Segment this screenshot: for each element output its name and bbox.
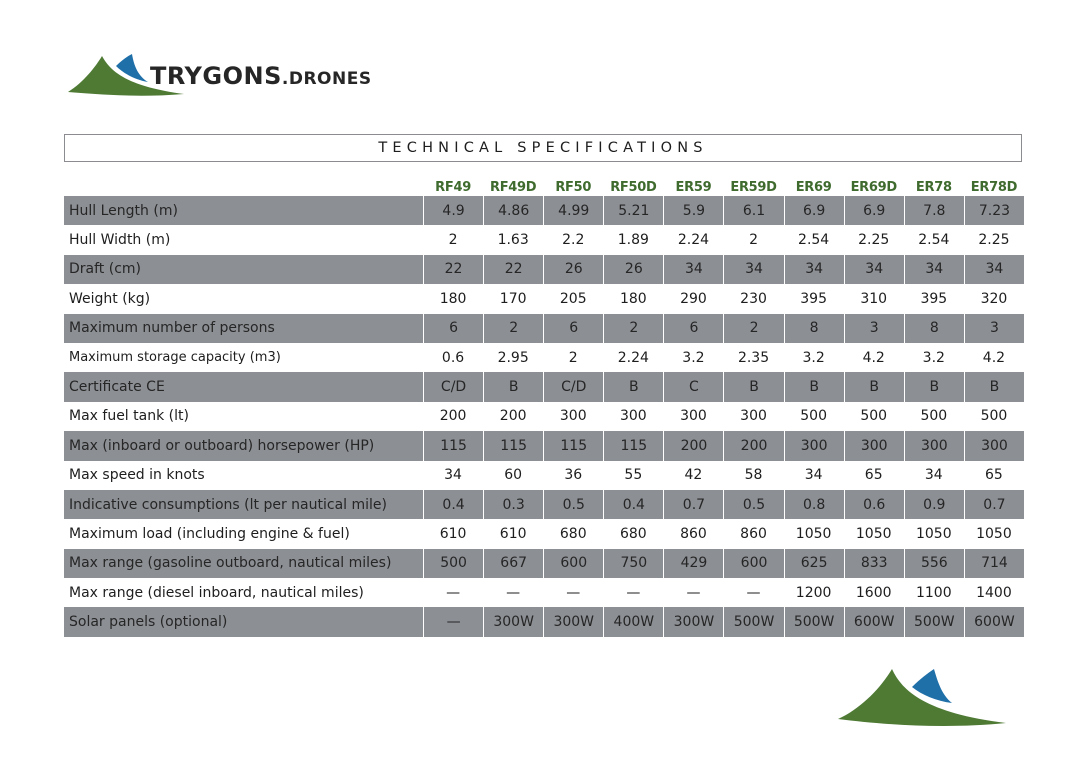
spec-value: 500 xyxy=(844,402,904,431)
spec-value: — xyxy=(483,578,543,607)
spec-table xyxy=(64,172,1024,637)
spec-value: 22 xyxy=(423,255,483,284)
spec-value: 2.54 xyxy=(904,225,964,254)
spec-value: C xyxy=(663,372,723,401)
spec-value: 400W xyxy=(603,607,663,636)
spec-value: 34 xyxy=(904,255,964,284)
spec-value: 34 xyxy=(844,255,904,284)
spec-value: 600 xyxy=(543,549,603,578)
spec-value: 4.99 xyxy=(543,196,603,225)
spec-label: Maximum number of persons xyxy=(64,314,423,343)
spec-value: 1200 xyxy=(784,578,844,607)
spec-value: 1.89 xyxy=(603,225,663,254)
spec-value: 429 xyxy=(663,549,723,578)
spec-value: 0.4 xyxy=(423,490,483,519)
spec-value: 5.9 xyxy=(663,196,723,225)
spec-value: 0.6 xyxy=(423,343,483,372)
spec-value: 300 xyxy=(663,402,723,431)
spec-label: Max fuel tank (lt) xyxy=(64,402,423,431)
brand-wordmark: TRYGONS.DRONES xyxy=(150,62,372,90)
spec-value: 5.21 xyxy=(603,196,663,225)
spec-value: 115 xyxy=(603,431,663,460)
spec-value: 26 xyxy=(603,255,663,284)
spec-value: 0.9 xyxy=(904,490,964,519)
model-header: RF49D xyxy=(490,180,537,195)
spec-value: 300 xyxy=(603,402,663,431)
spec-value: 0.7 xyxy=(964,490,1024,519)
spec-value: 60 xyxy=(483,461,543,490)
spec-value: 34 xyxy=(723,255,783,284)
spec-value: 1600 xyxy=(844,578,904,607)
spec-row xyxy=(64,255,1024,284)
spec-value: 230 xyxy=(723,284,783,313)
spec-label: Max speed in knots xyxy=(64,461,423,490)
spec-row xyxy=(64,284,1024,313)
spec-value: 34 xyxy=(663,255,723,284)
spec-value: 0.4 xyxy=(603,490,663,519)
model-header: ER69 xyxy=(795,180,832,195)
spec-label: Max (inboard or outboard) horsepower (HP) xyxy=(64,431,423,460)
brand-logo xyxy=(66,52,386,102)
spec-value: — xyxy=(603,578,663,607)
spec-value: 4.2 xyxy=(964,343,1024,372)
spec-title-box xyxy=(64,134,1022,162)
spec-label: Hull Width (m) xyxy=(64,225,423,254)
spec-value: 34 xyxy=(904,461,964,490)
spec-value: 300 xyxy=(844,431,904,460)
spec-value: 680 xyxy=(603,519,663,548)
model-header: ER69D xyxy=(850,180,897,195)
spec-value: 180 xyxy=(423,284,483,313)
spec-row xyxy=(64,549,1024,578)
model-header: ER78D xyxy=(970,180,1018,195)
spec-value: 300 xyxy=(784,431,844,460)
spec-value: B xyxy=(844,372,904,401)
spec-label: Hull Length (m) xyxy=(64,196,423,225)
spec-value: 200 xyxy=(663,431,723,460)
spec-value: 500 xyxy=(784,402,844,431)
spec-row xyxy=(64,607,1024,636)
spec-value: 300 xyxy=(904,431,964,460)
spec-value: 600W xyxy=(964,607,1024,636)
spec-value: 395 xyxy=(784,284,844,313)
spec-value: 500W xyxy=(723,607,783,636)
model-header-row xyxy=(64,172,1024,196)
page-title: TECHNICAL SPECIFICATIONS xyxy=(378,140,708,156)
spec-value: 200 xyxy=(723,431,783,460)
spec-value: 750 xyxy=(603,549,663,578)
spec-label: Max range (diesel inboard, nautical miles) xyxy=(64,578,423,607)
spec-value: 500W xyxy=(784,607,844,636)
spec-value: 600 xyxy=(723,549,783,578)
spec-value: C/D xyxy=(543,372,603,401)
spec-value: 6 xyxy=(423,314,483,343)
header-corner xyxy=(64,172,423,196)
spec-value: B xyxy=(603,372,663,401)
spec-value: 3 xyxy=(844,314,904,343)
spec-value: 115 xyxy=(543,431,603,460)
spec-value: 0.3 xyxy=(483,490,543,519)
spec-value: — xyxy=(423,607,483,636)
spec-value: 2.95 xyxy=(483,343,543,372)
spec-value: 0.8 xyxy=(784,490,844,519)
spec-row xyxy=(64,343,1024,372)
spec-label: Weight (kg) xyxy=(64,284,423,313)
spec-value: 34 xyxy=(784,461,844,490)
spec-row xyxy=(64,196,1024,225)
spec-value: C/D xyxy=(423,372,483,401)
spec-value: 610 xyxy=(483,519,543,548)
spec-value: 7.23 xyxy=(964,196,1024,225)
spec-value: 680 xyxy=(543,519,603,548)
spec-value: 2 xyxy=(723,225,783,254)
spec-value: 170 xyxy=(483,284,543,313)
spec-label: Solar panels (optional) xyxy=(64,607,423,636)
spec-value: 65 xyxy=(964,461,1024,490)
spec-value: 2.24 xyxy=(603,343,663,372)
spec-value: 4.86 xyxy=(483,196,543,225)
spec-value: 4.9 xyxy=(423,196,483,225)
spec-value: 2.24 xyxy=(663,225,723,254)
spec-value: 500 xyxy=(423,549,483,578)
spec-value: 1050 xyxy=(964,519,1024,548)
spec-value: 300W xyxy=(663,607,723,636)
spec-value: 1050 xyxy=(784,519,844,548)
spec-row xyxy=(64,490,1024,519)
spec-value: 205 xyxy=(543,284,603,313)
spec-value: — xyxy=(543,578,603,607)
spec-value: 860 xyxy=(723,519,783,548)
spec-value: 34 xyxy=(784,255,844,284)
spec-body xyxy=(64,196,1024,637)
spec-value: 34 xyxy=(423,461,483,490)
spec-value: 290 xyxy=(663,284,723,313)
spec-value: 2.25 xyxy=(964,225,1024,254)
spec-value: 2.2 xyxy=(543,225,603,254)
spec-value: 320 xyxy=(964,284,1024,313)
spec-value: 115 xyxy=(483,431,543,460)
spec-value: 395 xyxy=(904,284,964,313)
spec-value: B xyxy=(483,372,543,401)
spec-value: 310 xyxy=(844,284,904,313)
spec-value: 2.35 xyxy=(723,343,783,372)
spec-value: 1050 xyxy=(904,519,964,548)
spec-value: 2 xyxy=(543,343,603,372)
spec-value: 58 xyxy=(723,461,783,490)
spec-value: 6 xyxy=(663,314,723,343)
spec-value: B xyxy=(904,372,964,401)
spec-value: 300 xyxy=(964,431,1024,460)
spec-value: 0.6 xyxy=(844,490,904,519)
spec-value: 0.5 xyxy=(543,490,603,519)
spec-value: 26 xyxy=(543,255,603,284)
spec-value: 1.63 xyxy=(483,225,543,254)
spec-value: 34 xyxy=(964,255,1024,284)
spec-value: 610 xyxy=(423,519,483,548)
spec-value: 833 xyxy=(844,549,904,578)
spec-row xyxy=(64,431,1024,460)
spec-value: 8 xyxy=(904,314,964,343)
spec-row xyxy=(64,519,1024,548)
spec-value: 2 xyxy=(603,314,663,343)
model-header: ER78 xyxy=(915,180,952,195)
spec-value: 42 xyxy=(663,461,723,490)
spec-value: 625 xyxy=(784,549,844,578)
spec-value: 200 xyxy=(423,402,483,431)
model-header: RF50D xyxy=(610,180,657,195)
spec-value: B xyxy=(964,372,1024,401)
spec-value: 500 xyxy=(904,402,964,431)
spec-value: 3.2 xyxy=(904,343,964,372)
spec-value: 667 xyxy=(483,549,543,578)
spec-value: 7.8 xyxy=(904,196,964,225)
spec-value: 4.2 xyxy=(844,343,904,372)
model-header: ER59D xyxy=(730,180,777,195)
spec-value: B xyxy=(784,372,844,401)
spec-value: 3 xyxy=(964,314,1024,343)
spec-value: 0.5 xyxy=(723,490,783,519)
spec-value: 300 xyxy=(723,402,783,431)
spec-value: — xyxy=(663,578,723,607)
spec-value: 115 xyxy=(423,431,483,460)
spec-value: 2 xyxy=(723,314,783,343)
spec-value: 2 xyxy=(483,314,543,343)
spec-value: 714 xyxy=(964,549,1024,578)
spec-value: — xyxy=(423,578,483,607)
spec-value: 0.7 xyxy=(663,490,723,519)
spec-value: 1400 xyxy=(964,578,1024,607)
spec-label: Draft (cm) xyxy=(64,255,423,284)
spec-value: 22 xyxy=(483,255,543,284)
brand-name-main: TRYGONS xyxy=(150,62,282,90)
spec-label: Maximum load (including engine & fuel) xyxy=(64,519,423,548)
spec-row xyxy=(64,461,1024,490)
spec-value: 65 xyxy=(844,461,904,490)
spec-value: 55 xyxy=(603,461,663,490)
spec-value: 2.54 xyxy=(784,225,844,254)
model-header: RF50 xyxy=(555,180,592,195)
spec-value: 500W xyxy=(904,607,964,636)
spec-value: 3.2 xyxy=(784,343,844,372)
spec-row xyxy=(64,372,1024,401)
spec-label: Max range (gasoline outboard, nautical miles) xyxy=(64,549,423,578)
brand-name-sub: DRONES xyxy=(288,69,372,89)
spec-value: 200 xyxy=(483,402,543,431)
spec-value: 1050 xyxy=(844,519,904,548)
spec-value: 600W xyxy=(844,607,904,636)
spec-label: Certificate CE xyxy=(64,372,423,401)
spec-value: 500 xyxy=(964,402,1024,431)
spec-value: 2 xyxy=(423,225,483,254)
spec-row xyxy=(64,402,1024,431)
model-header: RF49 xyxy=(435,180,471,195)
spec-label: Maximum storage capacity (m3) xyxy=(64,343,423,372)
spec-value: 6.9 xyxy=(784,196,844,225)
spec-value: 6 xyxy=(543,314,603,343)
spec-value: 860 xyxy=(663,519,723,548)
spec-value: 180 xyxy=(603,284,663,313)
spec-value: 6.1 xyxy=(723,196,783,225)
spec-value: 300 xyxy=(543,402,603,431)
spec-value: 2.25 xyxy=(844,225,904,254)
spec-row xyxy=(64,314,1024,343)
sail-corner-icon xyxy=(836,665,1008,731)
spec-value: 300W xyxy=(543,607,603,636)
spec-value: 3.2 xyxy=(663,343,723,372)
spec-value: 8 xyxy=(784,314,844,343)
spec-value: 556 xyxy=(904,549,964,578)
spec-value: 300W xyxy=(483,607,543,636)
spec-row xyxy=(64,578,1024,607)
spec-value: — xyxy=(723,578,783,607)
spec-value: 6.9 xyxy=(844,196,904,225)
spec-label: Indicative consumptions (lt per nautical mile) xyxy=(64,490,423,519)
spec-row xyxy=(64,225,1024,254)
spec-value: 36 xyxy=(543,461,603,490)
model-header: ER59 xyxy=(675,180,712,195)
spec-value: B xyxy=(723,372,783,401)
spec-value: 1100 xyxy=(904,578,964,607)
